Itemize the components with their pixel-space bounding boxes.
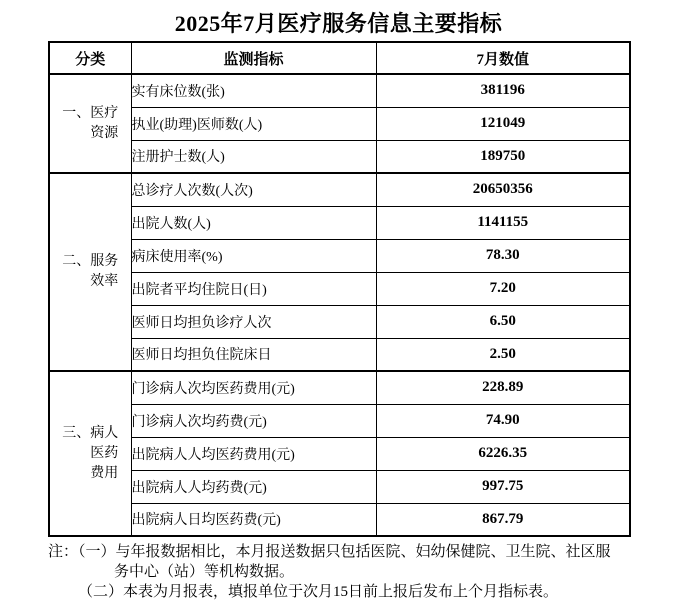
- value-cell: 228.89: [376, 371, 630, 404]
- table-row: [49, 239, 630, 272]
- category-cell-service-efficiency: [49, 173, 131, 371]
- value-cell: 74.90: [376, 404, 630, 437]
- table-header-row: [49, 42, 630, 74]
- value-cell: 997.75: [376, 470, 630, 503]
- value-cell: 189750: [376, 140, 630, 173]
- value-cell: 7.20: [376, 272, 630, 305]
- indicator-cell: 门诊病人次均医药费用(元): [131, 371, 376, 404]
- page-title: 2025年7月医疗服务信息主要指标: [174, 11, 503, 36]
- table-row: [49, 140, 630, 173]
- category-label-line: 资源: [90, 125, 119, 141]
- footnotes: [48, 542, 648, 602]
- footnote-line-2: 务中心（站）等机构数据。: [114, 564, 295, 580]
- category-label-line: 效率: [90, 274, 119, 289]
- table-row: [49, 371, 630, 404]
- indicator-cell: 医师日均担负诊疗人次: [131, 305, 376, 338]
- table-row: [49, 206, 630, 239]
- category-cell-patient-medical-expense: [49, 371, 131, 536]
- category-label-line: 费用: [90, 465, 119, 481]
- indicator-cell: 出院病人人均药费(元): [131, 470, 376, 503]
- value-cell: 2.50: [376, 338, 630, 371]
- category-label-line: 一、医疗: [62, 105, 119, 121]
- value-cell: 20650356: [376, 173, 630, 206]
- table-row: [49, 173, 630, 206]
- indicator-cell: 总诊疗人次数(人次): [131, 173, 376, 206]
- indicator-cell: 出院病人人均医药费用(元): [131, 437, 376, 470]
- category-label: [62, 104, 118, 144]
- footnote-line-1: 注：（一）与年报数据相比，本月报送数据只包括医院、妇幼保健院、卫生院、社区服: [48, 544, 611, 560]
- value-cell: 381196: [376, 74, 630, 107]
- table-row: [49, 503, 630, 536]
- indicator-cell: 出院病人日均医药费(元): [131, 503, 376, 536]
- table-row: [49, 305, 630, 338]
- table-row: [49, 404, 630, 437]
- value-cell: 867.79: [376, 503, 630, 536]
- table-row: [49, 74, 630, 107]
- indicator-cell: 医师日均担负住院床日: [131, 338, 376, 371]
- indicator-cell: 出院人数(人): [131, 206, 376, 239]
- header-indicator: 监测指标: [131, 42, 376, 74]
- table-row: [49, 437, 630, 470]
- indicator-cell: 病床使用率(%): [131, 239, 376, 272]
- table-row: [49, 107, 630, 140]
- indicator-cell: 实有床位数(张): [131, 74, 376, 107]
- header-value: 7月数值: [376, 42, 630, 74]
- category-label: [62, 252, 118, 292]
- category-cell-medical-resources: [49, 74, 131, 173]
- footnote-line-3: （二）本表为月报表，填报单位于次月15日前上报后发布上个月指标表。: [78, 584, 559, 600]
- indicator-cell: 注册护士数(人): [131, 140, 376, 173]
- category-label-line: 二、服务: [62, 254, 119, 269]
- table-row: [49, 470, 630, 503]
- value-cell: 1141155: [376, 206, 630, 239]
- value-cell: 78.30: [376, 239, 630, 272]
- value-cell: 6.50: [376, 305, 630, 338]
- indicator-cell: 出院者平均住院日(日): [131, 272, 376, 305]
- value-cell: 121049: [376, 107, 630, 140]
- table-row: [49, 272, 630, 305]
- value-cell: 6226.35: [376, 437, 630, 470]
- header-category: 分类: [49, 42, 131, 74]
- category-label-line: 医药: [90, 445, 119, 461]
- indicators-table: [48, 41, 631, 537]
- indicator-cell: 执业(助理)医师数(人): [131, 107, 376, 140]
- category-label-line: 三、病人: [62, 425, 119, 441]
- indicator-cell: 门诊病人次均药费(元): [131, 404, 376, 437]
- category-label: [62, 424, 118, 484]
- table-row: [49, 338, 630, 371]
